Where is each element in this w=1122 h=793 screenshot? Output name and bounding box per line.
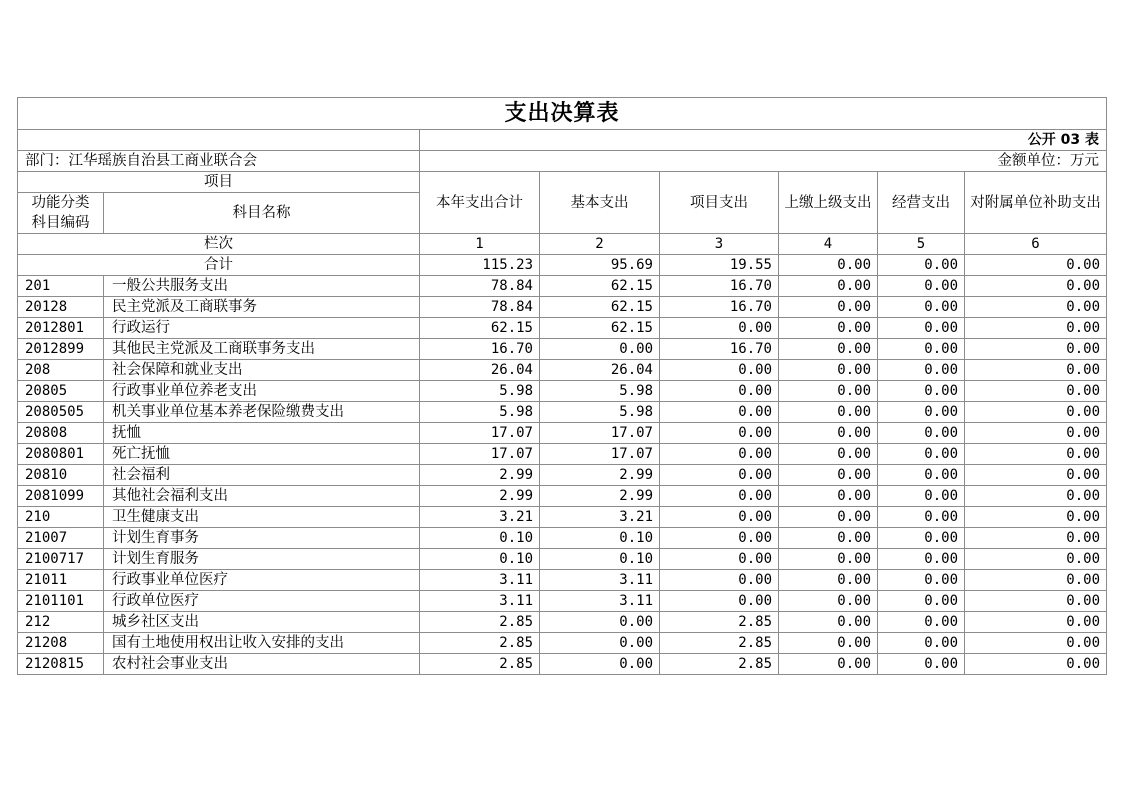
amount-cell: 62.15	[540, 297, 660, 318]
amount-cell: 0.00	[779, 591, 878, 612]
subject-name-cell: 城乡社区支出	[104, 612, 420, 633]
amount-cell: 0.00	[878, 423, 965, 444]
amount-cell: 0.00	[660, 465, 779, 486]
amount-unit-label: 金额单位：万元	[420, 151, 1107, 172]
subject-name-cell: 抚恤	[104, 423, 420, 444]
amount-cell: 2.99	[420, 465, 540, 486]
amount-cell: 0.00	[965, 360, 1107, 381]
subject-code-cell: 212	[18, 612, 104, 633]
amount-cell: 26.04	[540, 360, 660, 381]
amount-cell: 0.00	[878, 591, 965, 612]
subject-name-cell: 机关事业单位基本养老保险缴费支出	[104, 402, 420, 423]
amount-cell: 0.00	[660, 402, 779, 423]
amount-cell: 0.00	[779, 549, 878, 570]
amount-cell: 16.70	[660, 276, 779, 297]
subject-code-cell: 20805	[18, 381, 104, 402]
amount-cell: 16.70	[660, 339, 779, 360]
amount-cell: 0.00	[965, 507, 1107, 528]
amount-cell: 0.00	[779, 612, 878, 633]
amount-cell: 0.00	[965, 570, 1107, 591]
subject-name-cell: 行政运行	[104, 318, 420, 339]
total-row	[18, 255, 1107, 276]
amount-cell: 0.00	[878, 465, 965, 486]
amount-cell: 0.10	[420, 549, 540, 570]
amount-cell: 0.00	[660, 423, 779, 444]
subject-name-cell: 社会保障和就业支出	[104, 360, 420, 381]
amount-cell: 0.00	[878, 528, 965, 549]
col-number: 3	[660, 234, 779, 255]
subject-code-cell: 2080505	[18, 402, 104, 423]
amount-cell: 0.00	[878, 570, 965, 591]
amount-cell: 2.99	[540, 465, 660, 486]
amount-cell: 0.00	[965, 444, 1107, 465]
subject-name-cell: 农村社会事业支出	[104, 654, 420, 675]
amount-cell: 0.00	[878, 360, 965, 381]
amount-cell: 0.00	[660, 318, 779, 339]
col-header-subsidy-affiliates: 对附属单位补助支出	[965, 172, 1107, 234]
amount-cell: 0.00	[965, 486, 1107, 507]
amount-cell: 0.10	[540, 528, 660, 549]
total-label: 合计	[18, 255, 420, 276]
amount-cell: 0.00	[660, 486, 779, 507]
amount-cell: 0.00	[779, 444, 878, 465]
amount-cell: 5.98	[420, 402, 540, 423]
amount-cell: 2.85	[420, 654, 540, 675]
total-value: 0.00	[965, 255, 1107, 276]
table-row	[18, 318, 1107, 339]
amount-cell: 0.00	[878, 612, 965, 633]
amount-cell: 62.15	[540, 318, 660, 339]
table-row	[18, 402, 1107, 423]
amount-cell: 0.00	[660, 444, 779, 465]
amount-cell: 0.00	[965, 549, 1107, 570]
subject-code-cell: 21208	[18, 633, 104, 654]
amount-cell: 3.11	[420, 591, 540, 612]
table-row	[18, 444, 1107, 465]
amount-cell: 0.00	[965, 465, 1107, 486]
col-header-project: 项目支出	[660, 172, 779, 234]
subject-code-cell: 2012899	[18, 339, 104, 360]
col-number: 4	[779, 234, 878, 255]
name-header: 科目名称	[104, 193, 420, 234]
amount-cell: 78.84	[420, 297, 540, 318]
table-row	[18, 528, 1107, 549]
amount-cell: 2.85	[660, 633, 779, 654]
amount-cell: 0.00	[965, 402, 1107, 423]
amount-cell: 0.00	[878, 633, 965, 654]
amount-cell: 17.07	[540, 444, 660, 465]
amount-cell: 0.00	[660, 549, 779, 570]
amount-cell: 0.00	[779, 486, 878, 507]
amount-cell: 2.85	[420, 633, 540, 654]
amount-cell: 17.07	[420, 423, 540, 444]
subject-code-cell: 20810	[18, 465, 104, 486]
amount-cell: 0.00	[965, 612, 1107, 633]
amount-cell: 0.00	[878, 402, 965, 423]
page-title: 支出决算表	[18, 98, 1107, 130]
table-row	[18, 423, 1107, 444]
expenditure-final-accounts-table	[17, 97, 1107, 675]
subject-name-cell: 计划生育服务	[104, 549, 420, 570]
amount-cell: 17.07	[420, 444, 540, 465]
subject-name-cell: 一般公共服务支出	[104, 276, 420, 297]
amount-cell: 2.85	[420, 612, 540, 633]
amount-cell: 0.00	[779, 318, 878, 339]
amount-cell: 0.00	[779, 570, 878, 591]
amount-cell: 0.00	[965, 381, 1107, 402]
amount-cell: 0.00	[779, 339, 878, 360]
amount-cell: 2.85	[660, 612, 779, 633]
amount-cell: 0.00	[660, 360, 779, 381]
table-row	[18, 654, 1107, 675]
amount-cell: 0.00	[878, 549, 965, 570]
table-row	[18, 507, 1107, 528]
col-number: 6	[965, 234, 1107, 255]
subject-code-cell: 2080801	[18, 444, 104, 465]
total-value: 0.00	[878, 255, 965, 276]
department-label: 部门：江华瑶族自治县工商业联合会	[18, 151, 420, 172]
amount-cell: 0.00	[660, 507, 779, 528]
subject-name-cell: 行政单位医疗	[104, 591, 420, 612]
subject-name-cell: 社会福利	[104, 465, 420, 486]
amount-cell: 0.00	[540, 633, 660, 654]
amount-cell: 3.21	[540, 507, 660, 528]
subject-name-cell: 计划生育事务	[104, 528, 420, 549]
amount-cell: 0.00	[965, 339, 1107, 360]
amount-cell: 3.21	[420, 507, 540, 528]
amount-cell: 16.70	[660, 297, 779, 318]
amount-cell: 0.00	[965, 591, 1107, 612]
table-row	[18, 339, 1107, 360]
amount-cell: 0.00	[965, 633, 1107, 654]
table-row	[18, 591, 1107, 612]
subject-name-cell: 国有土地使用权出让收入安排的支出	[104, 633, 420, 654]
table-row	[18, 297, 1107, 318]
amount-cell: 62.15	[540, 276, 660, 297]
amount-cell: 5.98	[540, 381, 660, 402]
code-header: 功能分类 科目编码	[18, 193, 104, 234]
amount-cell: 26.04	[420, 360, 540, 381]
amount-cell: 0.00	[779, 423, 878, 444]
amount-cell: 0.00	[779, 528, 878, 549]
subject-name-cell: 行政事业单位医疗	[104, 570, 420, 591]
amount-cell: 16.70	[420, 339, 540, 360]
table-number: 公开 03 表	[420, 130, 1107, 151]
amount-cell: 0.00	[779, 402, 878, 423]
amount-cell: 0.00	[779, 465, 878, 486]
subject-code-cell: 2101101	[18, 591, 104, 612]
subject-code-cell: 210	[18, 507, 104, 528]
subject-code-cell: 21011	[18, 570, 104, 591]
subject-code-cell: 20128	[18, 297, 104, 318]
amount-cell: 2.85	[660, 654, 779, 675]
amount-cell: 0.00	[660, 381, 779, 402]
total-value: 0.00	[779, 255, 878, 276]
amount-cell: 0.00	[878, 297, 965, 318]
table-row	[18, 612, 1107, 633]
subject-name-cell: 其他民主党派及工商联事务支出	[104, 339, 420, 360]
col-header-basic: 基本支出	[540, 172, 660, 234]
subject-code-cell: 2012801	[18, 318, 104, 339]
amount-cell: 0.00	[540, 612, 660, 633]
col-number: 2	[540, 234, 660, 255]
item-header: 项目	[18, 172, 420, 193]
row-number-label: 栏次	[18, 234, 420, 255]
amount-cell: 0.00	[965, 423, 1107, 444]
col-header-operating: 经营支出	[878, 172, 965, 234]
col-header-total: 本年支出合计	[420, 172, 540, 234]
amount-cell: 0.00	[779, 297, 878, 318]
amount-cell: 0.00	[878, 444, 965, 465]
col-header-remit-upper: 上缴上级支出	[779, 172, 878, 234]
amount-cell: 3.11	[420, 570, 540, 591]
amount-cell: 0.00	[540, 654, 660, 675]
amount-cell: 0.00	[779, 654, 878, 675]
amount-cell: 2.99	[420, 486, 540, 507]
total-value: 115.23	[420, 255, 540, 276]
amount-cell: 0.00	[878, 381, 965, 402]
subject-name-cell: 卫生健康支出	[104, 507, 420, 528]
table-row	[18, 465, 1107, 486]
amount-cell: 17.07	[540, 423, 660, 444]
amount-cell: 0.00	[660, 591, 779, 612]
subject-code-cell: 2120815	[18, 654, 104, 675]
amount-cell: 0.00	[779, 276, 878, 297]
amount-cell: 0.00	[779, 633, 878, 654]
table-row	[18, 549, 1107, 570]
amount-cell: 0.00	[779, 381, 878, 402]
amount-cell: 0.00	[660, 570, 779, 591]
amount-cell: 0.00	[965, 297, 1107, 318]
subject-code-cell: 208	[18, 360, 104, 381]
table-row	[18, 570, 1107, 591]
subject-code-cell: 21007	[18, 528, 104, 549]
amount-cell: 3.11	[540, 591, 660, 612]
amount-cell: 0.00	[660, 528, 779, 549]
amount-cell: 0.00	[540, 339, 660, 360]
col-number: 5	[878, 234, 965, 255]
amount-cell: 78.84	[420, 276, 540, 297]
subject-name-cell: 其他社会福利支出	[104, 486, 420, 507]
table-row	[18, 360, 1107, 381]
amount-cell: 5.98	[540, 402, 660, 423]
subject-code-cell: 2081099	[18, 486, 104, 507]
subject-code-cell: 2100717	[18, 549, 104, 570]
subject-name-cell: 民主党派及工商联事务	[104, 297, 420, 318]
amount-cell: 0.00	[878, 318, 965, 339]
table-row	[18, 486, 1107, 507]
blank-cell	[18, 130, 420, 151]
amount-cell: 0.00	[878, 654, 965, 675]
amount-cell: 5.98	[420, 381, 540, 402]
amount-cell: 0.00	[965, 654, 1107, 675]
amount-cell: 62.15	[420, 318, 540, 339]
amount-cell: 3.11	[540, 570, 660, 591]
total-value: 19.55	[660, 255, 779, 276]
amount-cell: 0.10	[420, 528, 540, 549]
amount-cell: 0.10	[540, 549, 660, 570]
amount-cell: 0.00	[965, 318, 1107, 339]
subject-name-cell: 行政事业单位养老支出	[104, 381, 420, 402]
amount-cell: 0.00	[878, 486, 965, 507]
amount-cell: 0.00	[878, 276, 965, 297]
col-number: 1	[420, 234, 540, 255]
table-row	[18, 381, 1107, 402]
amount-cell: 0.00	[878, 507, 965, 528]
subject-name-cell: 死亡抚恤	[104, 444, 420, 465]
amount-cell: 0.00	[965, 528, 1107, 549]
amount-cell: 0.00	[965, 276, 1107, 297]
table-row	[18, 276, 1107, 297]
subject-code-cell: 20808	[18, 423, 104, 444]
amount-cell: 0.00	[779, 507, 878, 528]
total-value: 95.69	[540, 255, 660, 276]
amount-cell: 2.99	[540, 486, 660, 507]
subject-code-cell: 201	[18, 276, 104, 297]
amount-cell: 0.00	[878, 339, 965, 360]
table-row	[18, 633, 1107, 654]
amount-cell: 0.00	[779, 360, 878, 381]
